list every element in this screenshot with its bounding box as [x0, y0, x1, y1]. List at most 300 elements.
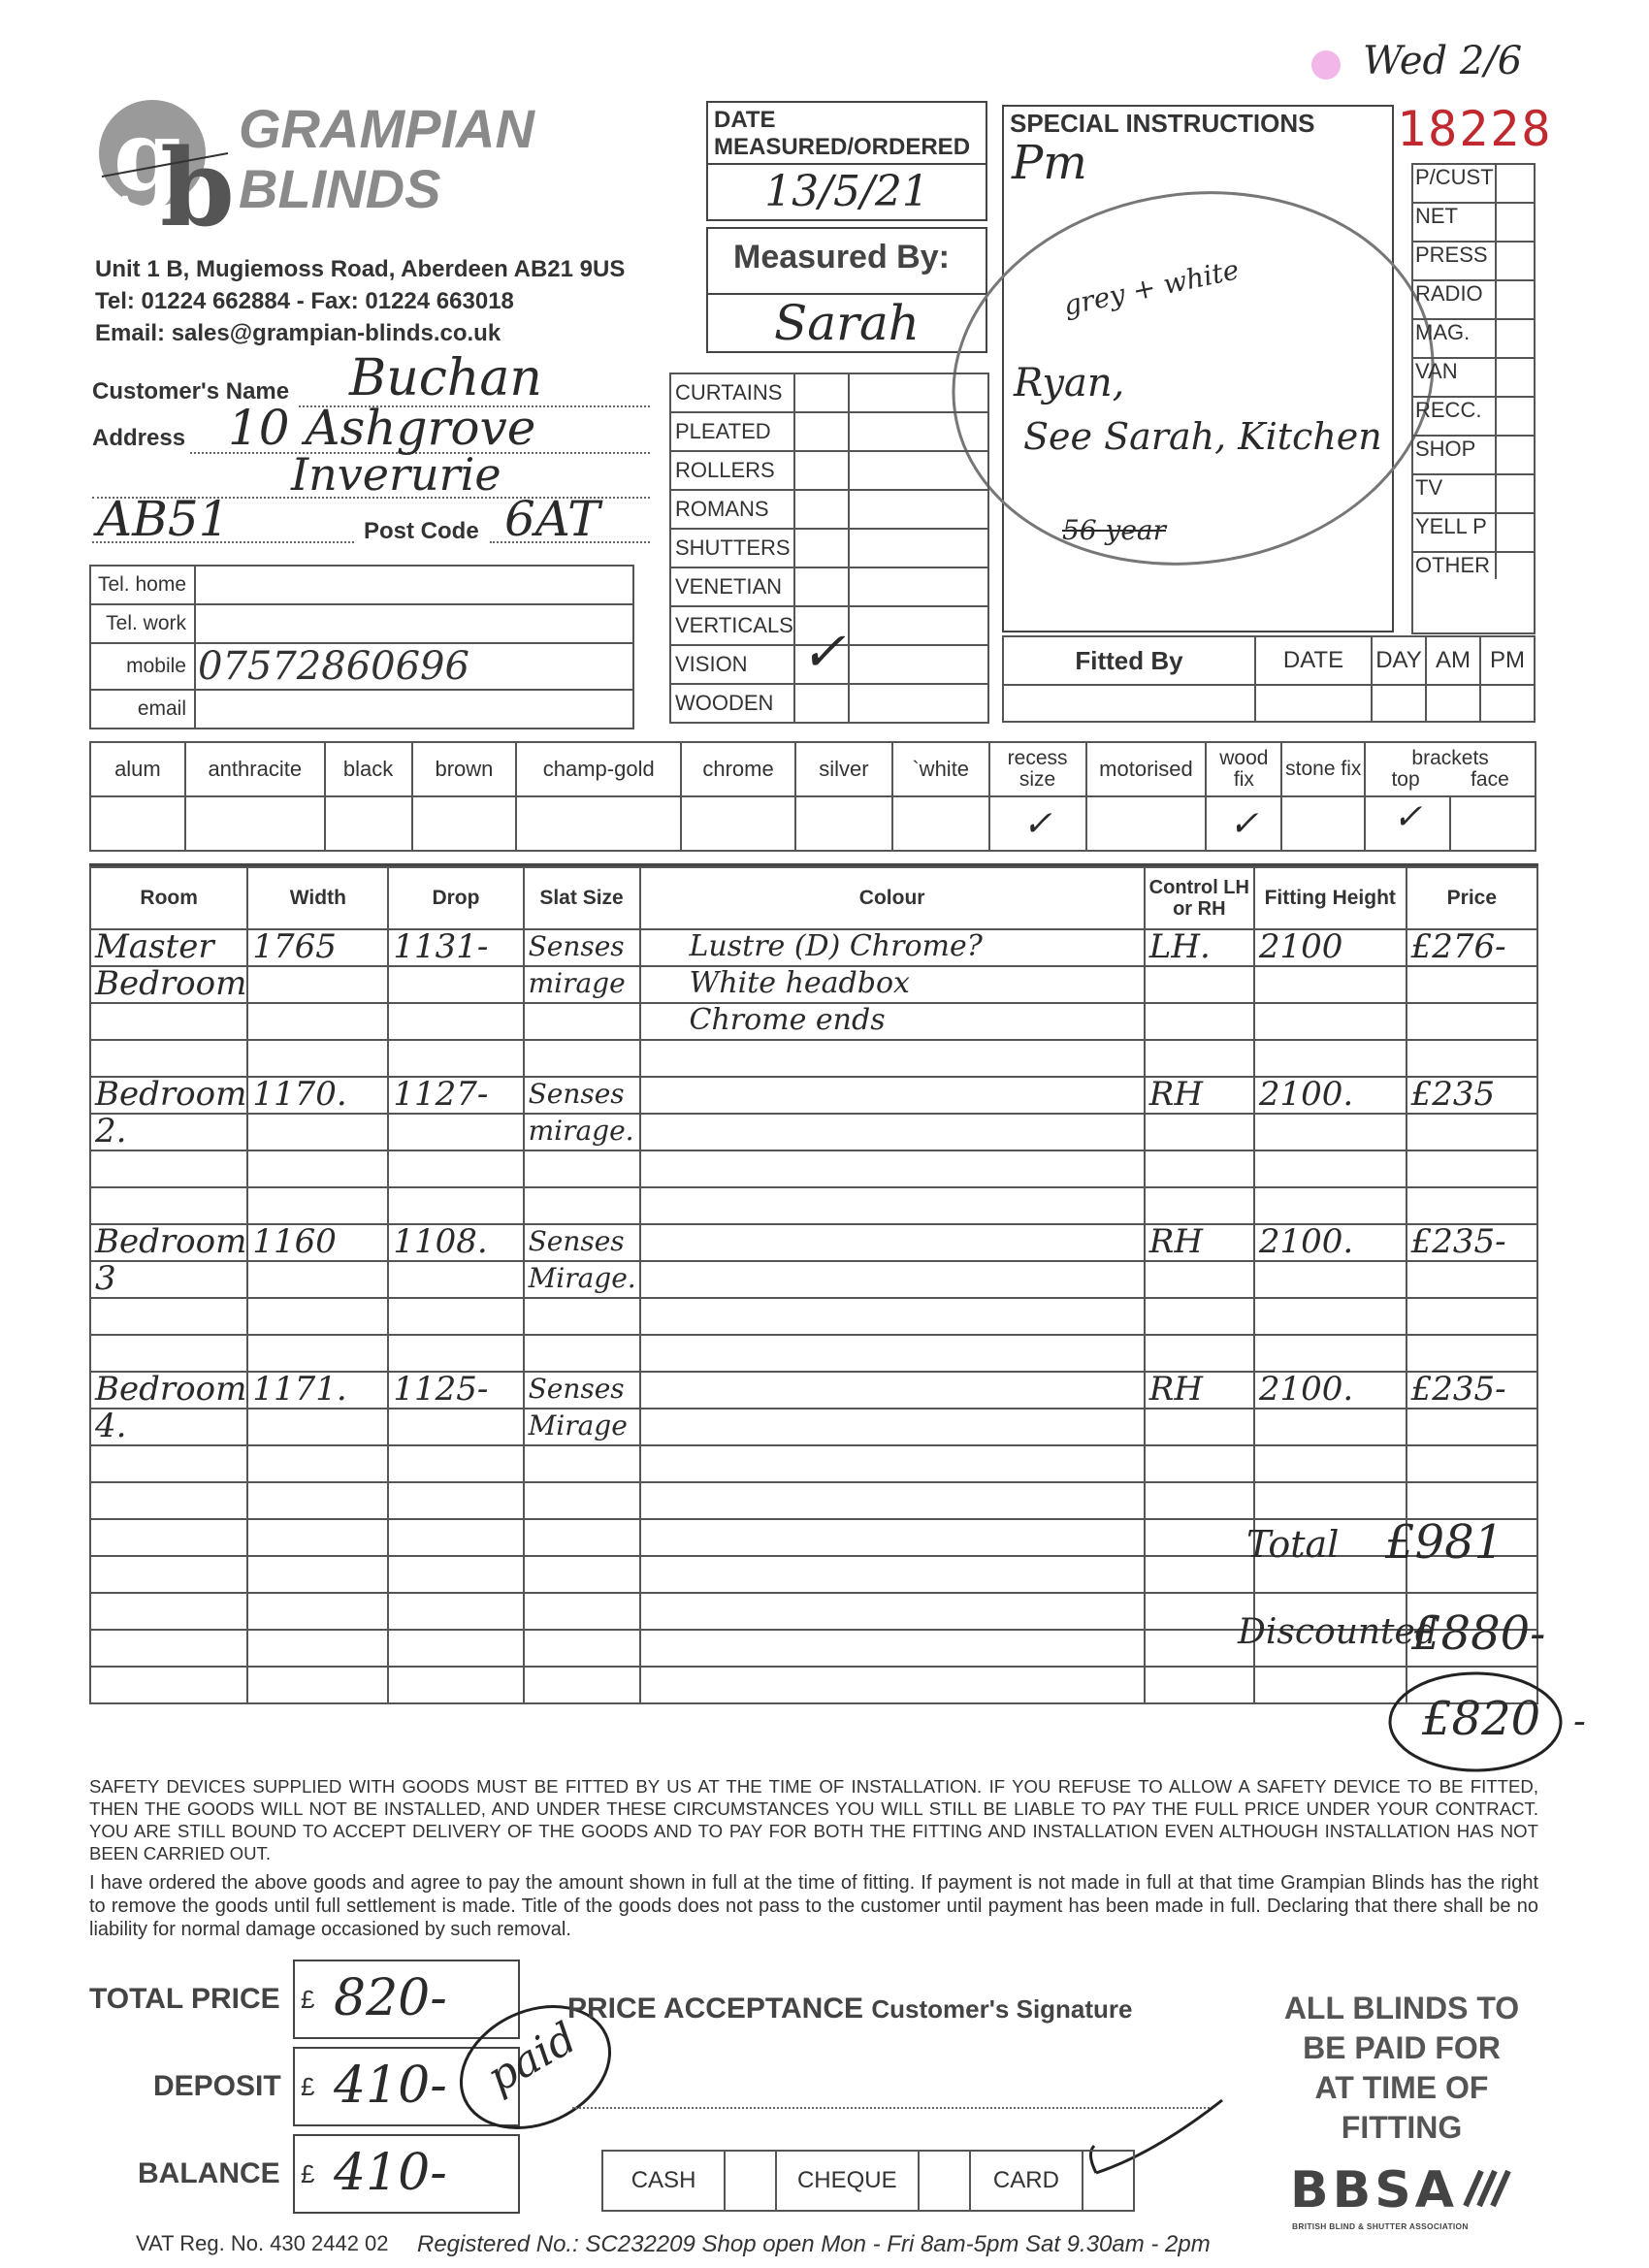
cell-room[interactable]: Bedroom [90, 966, 247, 1003]
cell-colour[interactable] [640, 1593, 1145, 1630]
cell-slat[interactable]: Senses [524, 929, 640, 966]
notice-line3: AT TIME OF [1314, 2070, 1489, 2105]
blind-type-check[interactable] [794, 373, 849, 412]
cell-colour[interactable] [640, 1445, 1145, 1482]
source-code-check[interactable] [1496, 203, 1535, 242]
company-logo [92, 97, 238, 233]
deposit-currency: £ [301, 2072, 315, 2101]
cell-drop[interactable] [388, 1593, 523, 1630]
table-row [90, 1667, 1537, 1703]
cell-colour[interactable] [640, 1372, 1145, 1409]
table-row [90, 1298, 1537, 1335]
table-row [90, 1077, 1537, 1114]
cell-drop[interactable] [388, 1150, 523, 1187]
blind-type-extra [849, 529, 988, 567]
cell-height[interactable] [1254, 1261, 1406, 1298]
cell-width[interactable] [247, 1114, 388, 1150]
cell-drop[interactable] [388, 1519, 523, 1556]
cell-height[interactable] [1254, 1114, 1406, 1150]
cell-width[interactable] [247, 1298, 388, 1335]
cell-width[interactable] [247, 1593, 388, 1630]
cell-control[interactable]: RH [1145, 1224, 1254, 1261]
finish-stone-fix: stone fix [1281, 742, 1365, 796]
cell-height[interactable] [1254, 1298, 1406, 1335]
cell-control[interactable] [1145, 1114, 1254, 1150]
special-instructions-box [1002, 105, 1394, 632]
cell-price[interactable] [1406, 1298, 1537, 1335]
cell-slat[interactable] [524, 1187, 640, 1224]
bbsa-logo: BBSA [1290, 2161, 1458, 2219]
cell-room[interactable] [90, 1335, 247, 1372]
cell-room[interactable]: Bedroom [90, 1224, 247, 1261]
blind-type-rollers: ROLLERS [670, 451, 794, 490]
table-row [90, 1335, 1537, 1372]
cell-colour[interactable] [640, 1630, 1145, 1667]
table-row [90, 1409, 1537, 1445]
cell-slat[interactable] [524, 1150, 640, 1187]
cell-price[interactable]: £235 [1406, 1077, 1537, 1114]
phone-value[interactable] [195, 566, 633, 604]
cell-price[interactable] [1406, 1150, 1537, 1187]
cell-room[interactable]: Bedroom [90, 1077, 247, 1114]
cell-colour[interactable]: White headbox [640, 966, 1145, 1003]
bbsa-stripes-icon [1460, 2169, 1514, 2208]
cell-height[interactable]: 2100 [1254, 929, 1406, 966]
cell-control[interactable] [1145, 1556, 1254, 1593]
cell-width[interactable] [247, 966, 388, 1003]
blind-type-extra [849, 606, 988, 645]
cell-slat[interactable] [524, 1335, 640, 1372]
cell-colour[interactable] [640, 1114, 1145, 1150]
cell-control[interactable] [1145, 1519, 1254, 1556]
cell-price[interactable]: £235- [1406, 1372, 1537, 1409]
blind-type-extra [849, 645, 988, 684]
cell-width[interactable] [247, 1150, 388, 1187]
svg-text:g: g [113, 98, 181, 212]
cell-colour[interactable] [640, 1261, 1145, 1298]
cell-drop[interactable] [388, 1335, 523, 1372]
company-address: Unit 1 B, Mugiemoss Road, Aberdeen AB21 9US [95, 256, 626, 282]
blind-type-curtains: CURTAINS [670, 373, 794, 412]
cell-room[interactable] [90, 1298, 247, 1335]
source-code-check[interactable] [1496, 280, 1535, 319]
address-value-3: AB51 [97, 491, 230, 547]
cell-slat[interactable] [524, 1519, 640, 1556]
cell-colour[interactable] [640, 1150, 1145, 1187]
header-slat-size: Slat Size [524, 867, 640, 929]
blind-type-extra [849, 412, 988, 451]
blind-type-verticals: VERTICALS [670, 606, 794, 645]
cell-control[interactable] [1145, 1298, 1254, 1335]
customer-name-value: Buchan [349, 349, 542, 407]
cell-control[interactable]: LH. [1145, 929, 1254, 966]
cell-control[interactable] [1145, 1187, 1254, 1224]
blind-type-check[interactable] [794, 412, 849, 451]
cell-control[interactable]: RH [1145, 1372, 1254, 1409]
deposit-label: DEPOSIT [153, 2070, 281, 2102]
cell-room[interactable]: 4. [90, 1409, 247, 1445]
table-row [90, 1187, 1537, 1224]
blind-type-check[interactable] [794, 684, 849, 723]
cell-room[interactable]: Bedroom [90, 1372, 247, 1409]
header-width: Width [247, 867, 388, 929]
postcode-label: Post Code [364, 518, 479, 544]
phone-value[interactable] [195, 604, 633, 643]
discount-value: £880- [1411, 1606, 1546, 1661]
finish-brackets-top: top [1391, 768, 1420, 791]
pink-dot [1311, 50, 1341, 80]
company-email: Email: sales@grampian-blinds.co.uk [95, 320, 501, 346]
cell-room[interactable] [90, 1667, 247, 1703]
wood-fix-tick: ✓ [1206, 796, 1281, 851]
cell-control[interactable] [1145, 1667, 1254, 1703]
cell-drop[interactable] [388, 1114, 523, 1150]
cell-control[interactable] [1145, 1335, 1254, 1372]
cell-price[interactable] [1406, 1114, 1537, 1150]
cell-room[interactable] [90, 1519, 247, 1556]
cell-slat[interactable]: Senses [524, 1224, 640, 1261]
header-note: Wed 2/6 [1363, 39, 1523, 83]
blind-type-wooden: WOODEN [670, 684, 794, 723]
recess-tick: ✓ [989, 796, 1086, 851]
cell-height[interactable] [1254, 1409, 1406, 1445]
cell-price[interactable] [1406, 1261, 1537, 1298]
phone-label: email [90, 690, 195, 729]
blind-type-check[interactable] [794, 529, 849, 567]
special-line2: Ryan, [1014, 361, 1125, 405]
source-code-check[interactable] [1496, 436, 1535, 474]
cell-room[interactable] [90, 1003, 247, 1040]
postcode-value: 6AT [504, 491, 600, 547]
table-row [90, 1114, 1537, 1150]
date-measured-value: 13/5/21 [764, 167, 929, 216]
cell-width[interactable] [247, 1409, 388, 1445]
cell-height[interactable] [1254, 1003, 1406, 1040]
final-price-dash: - [1573, 1700, 1586, 1742]
cell-room[interactable] [90, 1445, 247, 1482]
cell-price[interactable]: £235- [1406, 1224, 1537, 1261]
cell-width[interactable] [247, 1667, 388, 1703]
fitted-day-label: DAY [1372, 636, 1426, 685]
cell-colour[interactable] [640, 1040, 1145, 1077]
cell-height[interactable] [1254, 1150, 1406, 1187]
cell-colour[interactable]: Chrome ends [640, 1003, 1145, 1040]
table-row [90, 1003, 1537, 1040]
cell-drop[interactable] [388, 1445, 523, 1482]
cell-slat[interactable]: mirage. [524, 1114, 640, 1150]
source-code-check[interactable] [1496, 474, 1535, 513]
cell-slat[interactable] [524, 1667, 640, 1703]
finish-alum: alum [90, 742, 185, 796]
cell-slat[interactable] [524, 1593, 640, 1630]
finish-motorised: motorised [1086, 742, 1207, 796]
cell-drop[interactable] [388, 1298, 523, 1335]
header-fitting-height: Fitting Height [1254, 867, 1406, 929]
cell-colour[interactable]: Lustre (D) Chrome? [640, 929, 1145, 966]
cell-drop[interactable] [388, 966, 523, 1003]
address-label: Address [92, 425, 186, 451]
source-code-label: SHOP [1412, 436, 1496, 474]
deposit-value: 410- [334, 2057, 447, 2115]
blind-type-check[interactable] [794, 567, 849, 606]
company-name-line1: GRAMPIAN [239, 98, 534, 159]
balance-value: 410- [334, 2144, 447, 2202]
cell-price[interactable] [1406, 1445, 1537, 1482]
method-cheque: CHEQUE [776, 2151, 919, 2211]
form-number: 18228 [1397, 101, 1553, 157]
cell-drop[interactable]: 1127- [388, 1077, 523, 1114]
cell-colour[interactable] [640, 1077, 1145, 1114]
finishes-table [89, 741, 1536, 852]
cell-drop[interactable] [388, 1482, 523, 1519]
cell-height[interactable] [1254, 1040, 1406, 1077]
finish-chrome: chrome [681, 742, 795, 796]
cell-height[interactable] [1254, 1445, 1406, 1482]
source-code-check[interactable] [1496, 242, 1535, 280]
cell-slat[interactable] [524, 1003, 640, 1040]
fitted-am-label: AM [1426, 636, 1480, 685]
price-acceptance-rest: Customer's Signature [871, 1994, 1133, 2024]
fitted-by-label: Fitted By [1003, 636, 1255, 685]
company-name-line2: BLINDS [239, 158, 441, 219]
table-row [90, 1482, 1537, 1519]
cell-room[interactable] [90, 1187, 247, 1224]
cell-width[interactable]: 1171. [247, 1372, 388, 1409]
cell-drop[interactable]: 1108. [388, 1224, 523, 1261]
cell-drop[interactable] [388, 1187, 523, 1224]
total-price-value: 820- [334, 1969, 447, 2027]
cell-colour[interactable] [640, 1409, 1145, 1445]
blind-type-check[interactable] [794, 490, 849, 529]
finish-recess-size: recess size [989, 742, 1086, 796]
cell-price[interactable] [1406, 1335, 1537, 1372]
measured-by-value: Sarah [774, 295, 920, 351]
source-codes-table [1411, 163, 1536, 579]
special-line3: See Sarah, Kitchen [1023, 415, 1382, 458]
cell-room[interactable]: Master [90, 929, 247, 966]
total-label: Total [1246, 1523, 1340, 1566]
table-row [90, 966, 1537, 1003]
cell-control[interactable] [1145, 1003, 1254, 1040]
cell-colour[interactable] [640, 1298, 1145, 1335]
source-code-check[interactable] [1496, 319, 1535, 358]
cell-colour[interactable] [640, 1482, 1145, 1519]
cell-room[interactable] [90, 1150, 247, 1187]
cell-width[interactable]: 1160 [247, 1224, 388, 1261]
footer-registered: Registered No.: SC232209 Shop open Mon - Fri 8am-5pm Sat 9.30am - 2pm [417, 2231, 1211, 2257]
cell-drop[interactable] [388, 1040, 523, 1077]
cell-width[interactable] [247, 1482, 388, 1519]
phone-value[interactable]: 07572860696 [195, 643, 633, 690]
table-row [90, 1150, 1537, 1187]
blind-type-romans: ROMANS [670, 490, 794, 529]
special-instructions-label: SPECIAL INSTRUCTIONS [1010, 109, 1315, 138]
source-code-label: OTHER [1412, 552, 1496, 579]
table-row [90, 1445, 1537, 1482]
cell-control[interactable] [1145, 1482, 1254, 1519]
fitted-date-label: DATE [1255, 636, 1372, 685]
cell-slat[interactable]: mirage [524, 966, 640, 1003]
cell-colour[interactable] [640, 1556, 1145, 1593]
cell-slat[interactable]: Mirage [524, 1409, 640, 1445]
cell-drop[interactable] [388, 1409, 523, 1445]
cell-price[interactable] [1406, 1187, 1537, 1224]
finish-brackets-label: brackets [1411, 747, 1489, 769]
cell-colour[interactable] [640, 1187, 1145, 1224]
cell-room[interactable]: 3 [90, 1261, 247, 1298]
source-code-label: P/CUST [1412, 164, 1496, 203]
cell-control[interactable] [1145, 1040, 1254, 1077]
cell-slat[interactable] [524, 1040, 640, 1077]
cell-height[interactable] [1254, 1335, 1406, 1372]
cell-control[interactable] [1145, 1409, 1254, 1445]
source-code-label: RECC. [1412, 397, 1496, 436]
cell-drop[interactable] [388, 1630, 523, 1667]
footer-vat: VAT Reg. No. 430 2442 02 [136, 2231, 389, 2255]
cell-width[interactable]: 1765 [247, 929, 388, 966]
cell-control[interactable] [1145, 966, 1254, 1003]
phone-value[interactable] [195, 690, 633, 729]
cell-drop[interactable]: 1125- [388, 1372, 523, 1409]
cell-colour[interactable] [640, 1519, 1145, 1556]
cell-slat[interactable] [524, 1556, 640, 1593]
customer-name-label: Customer's Name [92, 378, 290, 405]
cell-room[interactable] [90, 1556, 247, 1593]
cell-price[interactable]: £276- [1406, 929, 1537, 966]
method-cash: CASH [602, 2151, 725, 2211]
cell-width[interactable] [247, 1630, 388, 1667]
total-price-label: TOTAL PRICE [89, 1983, 280, 2015]
agreement-text: I have ordered the above goods and agree to pay the amount shown in full at the time of fitting. If payment is not made in full at that time Grampian Blinds has the right to remove the goods until full settlement is made. Title of the goods does not pass to the customer until payment has been made in full. Declaring that there shall be no liability for normal damage occasioned by such removal. [89, 1872, 1538, 1940]
finish-black: black [325, 742, 412, 796]
discount-label: Discounted [1238, 1612, 1438, 1652]
table-row [90, 929, 1537, 966]
cell-width[interactable]: 1170. [247, 1077, 388, 1114]
blind-type-extra [849, 490, 988, 529]
cell-drop[interactable] [388, 1556, 523, 1593]
source-code-label: NET [1412, 203, 1496, 242]
blind-type-vision: VISION [670, 645, 794, 684]
cell-control[interactable] [1145, 1445, 1254, 1482]
table-row [90, 1224, 1537, 1261]
cell-price[interactable] [1406, 1482, 1537, 1519]
cell-width[interactable] [247, 1445, 388, 1482]
blind-type-extra [849, 684, 988, 723]
cell-width[interactable] [247, 1040, 388, 1077]
fitted-pm-label: PM [1480, 636, 1535, 685]
address-value-1: 10 Ashgrove [228, 400, 536, 456]
special-line1: grey + white [1060, 253, 1243, 322]
cell-colour[interactable] [640, 1667, 1145, 1703]
bbsa-subtitle: BRITISH BLIND & SHUTTER ASSOCIATION [1292, 2221, 1469, 2231]
company-tel-fax: Tel: 01224 662884 - Fax: 01224 663018 [95, 288, 514, 314]
header-room: Room [90, 867, 247, 929]
source-code-check[interactable] [1496, 164, 1535, 203]
final-price-value: £820 [1422, 1692, 1541, 1746]
cell-height[interactable] [1254, 1187, 1406, 1224]
notice-line4: FITTING [1341, 2110, 1463, 2145]
balance-label: BALANCE [138, 2157, 280, 2189]
paid-note: paid [478, 2013, 585, 2103]
special-time: Pm [1012, 136, 1087, 190]
cell-control[interactable] [1145, 1150, 1254, 1187]
finish-brackets-face: face [1471, 768, 1509, 791]
cell-price[interactable] [1406, 1409, 1537, 1445]
cell-height[interactable]: 2100. [1254, 1224, 1406, 1261]
cell-width[interactable] [247, 1261, 388, 1298]
cell-height[interactable] [1254, 1482, 1406, 1519]
cell-room[interactable] [90, 1593, 247, 1630]
source-code-label: MAG. [1412, 319, 1496, 358]
order-table [89, 866, 1538, 1704]
cell-width[interactable] [247, 1003, 388, 1040]
cell-height[interactable] [1254, 966, 1406, 1003]
cell-room[interactable]: 2. [90, 1114, 247, 1150]
special-line4: 56 year [1062, 514, 1166, 546]
svg-text:b: b [160, 125, 235, 233]
address-line-3 [92, 541, 354, 543]
cell-drop[interactable] [388, 1003, 523, 1040]
balance-currency: £ [301, 2159, 315, 2188]
cell-width[interactable] [247, 1335, 388, 1372]
cell-drop[interactable] [388, 1261, 523, 1298]
fitted-by-table [1002, 635, 1536, 723]
finish-anthracite: anthracite [185, 742, 325, 796]
cell-colour[interactable] [640, 1335, 1145, 1372]
source-code-label: VAN [1412, 358, 1496, 397]
blind-type-venetian: VENETIAN [670, 567, 794, 606]
cell-height[interactable] [1254, 1667, 1406, 1703]
cell-width[interactable] [247, 1187, 388, 1224]
cell-control[interactable] [1145, 1261, 1254, 1298]
cell-slat[interactable] [524, 1630, 640, 1667]
finish-brown: brown [412, 742, 517, 796]
cell-slat[interactable]: Senses [524, 1372, 640, 1409]
source-code-check[interactable] [1496, 358, 1535, 397]
cell-room[interactable] [90, 1630, 247, 1667]
cell-width[interactable] [247, 1519, 388, 1556]
cell-slat[interactable]: Senses [524, 1077, 640, 1114]
payment-notice [1256, 1989, 1547, 2148]
source-code-label: PRESS [1412, 242, 1496, 280]
cell-control[interactable]: RH [1145, 1077, 1254, 1114]
cell-slat[interactable]: Mirage. [524, 1261, 640, 1298]
cell-room[interactable] [90, 1040, 247, 1077]
cell-drop[interactable]: 1131- [388, 929, 523, 966]
cell-slat[interactable] [524, 1298, 640, 1335]
source-code-check[interactable] [1496, 397, 1535, 436]
price-acceptance-bold: PRICE ACCEPTANCE [567, 1993, 864, 2025]
header-colour: Colour [640, 867, 1145, 929]
cell-slat[interactable] [524, 1482, 640, 1519]
cell-drop[interactable] [388, 1667, 523, 1703]
cell-height[interactable]: 2100. [1254, 1372, 1406, 1409]
cell-room[interactable] [90, 1482, 247, 1519]
payment-methods-table [601, 2150, 1135, 2212]
cell-price[interactable] [1406, 966, 1537, 1003]
blind-type-check[interactable] [794, 451, 849, 490]
source-codes-other-box [1411, 543, 1536, 634]
cell-price[interactable] [1406, 1003, 1537, 1040]
cell-width[interactable] [247, 1556, 388, 1593]
cell-colour[interactable] [640, 1224, 1145, 1261]
cell-price[interactable] [1406, 1040, 1537, 1077]
cell-slat[interactable] [524, 1445, 640, 1482]
phone-label: Tel. work [90, 604, 195, 643]
table-row [90, 1372, 1537, 1409]
cell-height[interactable]: 2100. [1254, 1077, 1406, 1114]
source-code-label: RADIO [1412, 280, 1496, 319]
